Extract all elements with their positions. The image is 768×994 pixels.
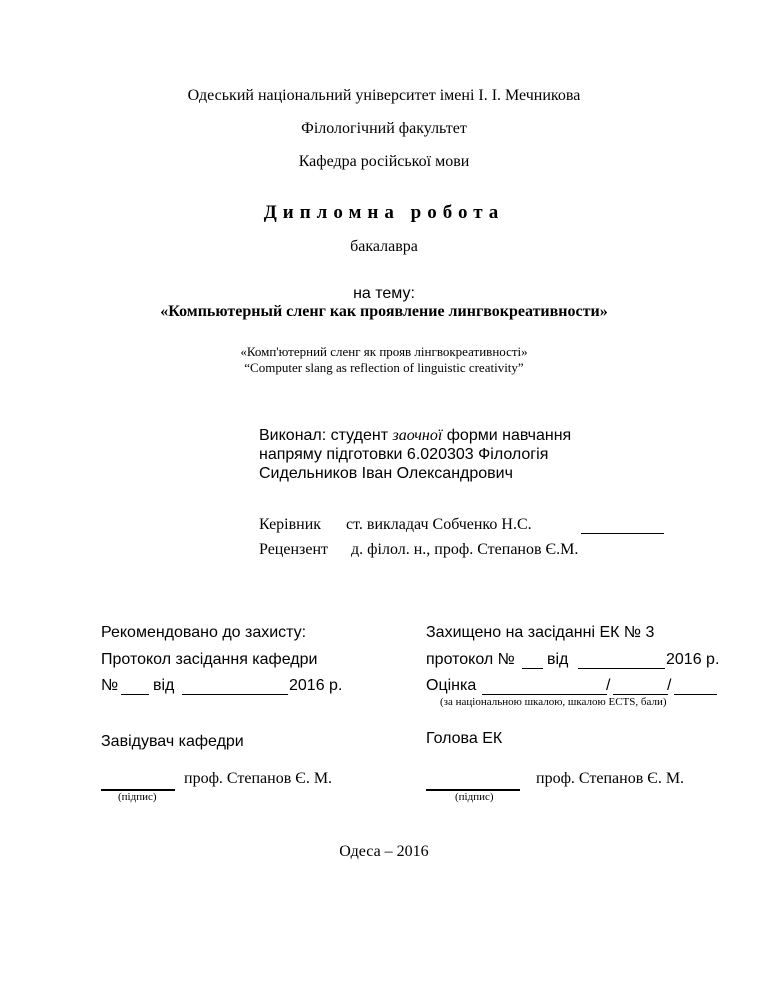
author-name: Сидельников Іван Олександрович [259, 465, 513, 482]
right-year: 2016 р. [666, 651, 720, 668]
commission-chair-label: Голова ЕК [426, 730, 503, 747]
grade-ects-line [613, 694, 668, 695]
left-protocol-number-prefix: № [101, 677, 119, 694]
chair-signature-caption: (підпис) [455, 791, 494, 803]
grade-points-line [674, 694, 717, 695]
document-title: Дипломна робота [263, 202, 505, 223]
city-year: Одеса – 2016 [339, 843, 429, 860]
study-form: заочної [392, 427, 443, 444]
left-protocol-number-line [121, 694, 149, 695]
grade-hint: (за національною шкалою, шкалою ECTS, бали) [440, 696, 667, 708]
author-line-1-prefix: Виконал: студент [259, 427, 393, 444]
left-date-line [182, 694, 288, 695]
supervisor-name: ст. викладач Собченко Н.С. [346, 516, 532, 533]
topic-label: на тему: [353, 285, 415, 302]
head-of-department-label: Завідувач кафедри [101, 733, 244, 750]
topic-ukrainian: «Комп'ютерний сленг як прояв лінгвокреативності» [240, 344, 528, 359]
head-signature-caption: (підпис) [118, 791, 157, 803]
grade-national-line [482, 694, 607, 695]
left-year: 2016 р. [289, 677, 343, 694]
topic-russian: «Компьютерный сленг как проявление лингвокреативности» [160, 303, 608, 320]
author-line-1 [259, 427, 571, 445]
author-line-1-suffix: форми навчання [442, 427, 572, 444]
right-from-label: від [547, 651, 569, 668]
left-from-label: від [153, 677, 175, 694]
grade-label: Оцінка [426, 677, 477, 694]
reviewer-label: Рецензент [259, 541, 328, 558]
faculty-name: Філологічний факультет [301, 120, 467, 137]
supervisor-signature-line [581, 533, 664, 534]
department-name: Кафедра російської мови [298, 153, 470, 170]
grade-separator-1-icon: / [606, 677, 611, 694]
right-date-line [578, 668, 665, 669]
degree-label: бакалавра [350, 238, 418, 255]
topic-english: “Computer slang as reflection of linguistic creativity” [244, 360, 524, 375]
head-name: проф. Степанов Є. М. [184, 770, 333, 787]
department-protocol-label: Протокол засідання кафедри [101, 651, 318, 668]
recommended-label: Рекомендовано до захисту: [101, 624, 307, 641]
right-protocol-prefix: протокол № [426, 651, 515, 668]
reviewer-name: д. філол. н., проф. Степанов Є.М. [351, 541, 579, 558]
grade-separator-2-icon: / [667, 677, 672, 694]
defended-label: Захищено на засіданні ЕК № 3 [426, 624, 655, 641]
supervisor-label: Керівник [259, 516, 322, 533]
university-name: Одеський національний університет імені І. І. Мечникова [187, 87, 581, 104]
right-protocol-number-line [522, 668, 543, 669]
author-line-2: напряму підготовки 6.020303 Філологія [259, 446, 549, 463]
chair-name: проф. Степанов Є. М. [536, 770, 685, 787]
